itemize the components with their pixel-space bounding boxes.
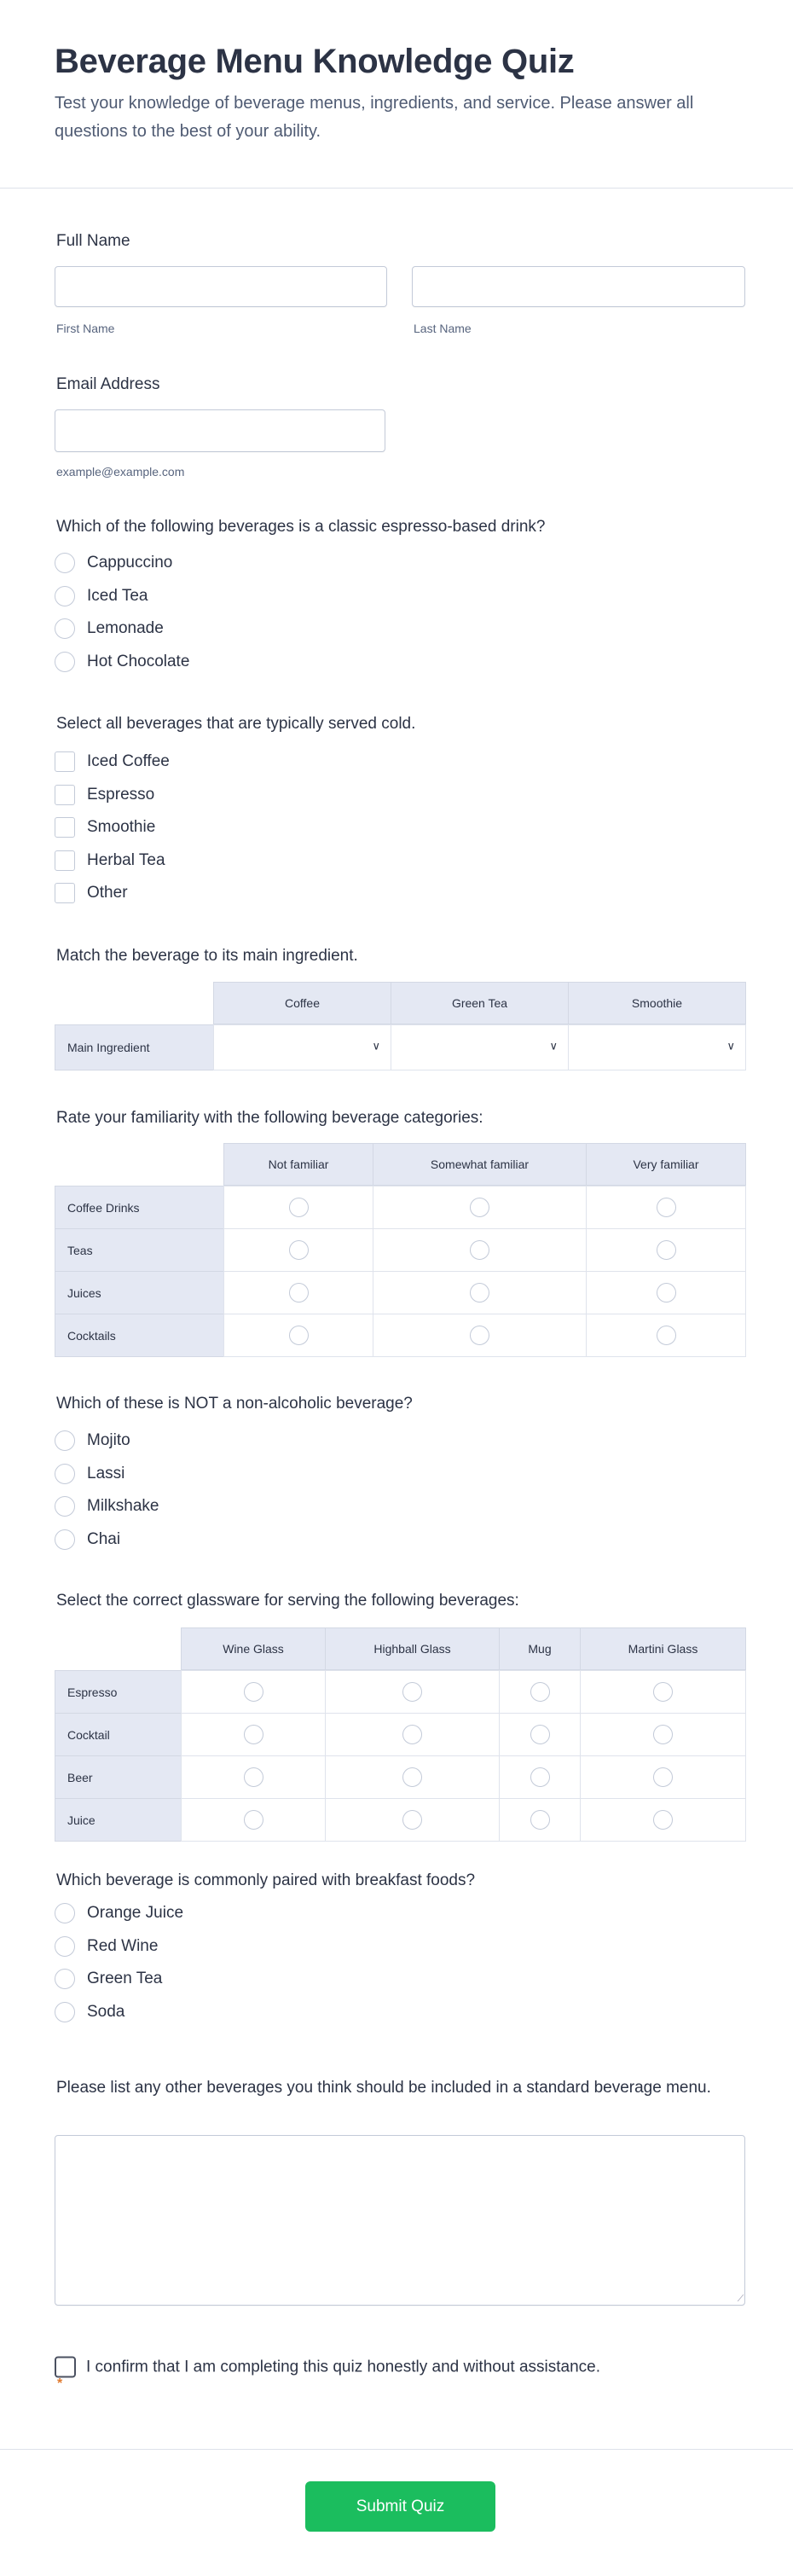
q5-option-label: Chai xyxy=(87,1529,121,1548)
q5-option[interactable] xyxy=(55,1430,130,1452)
q6-cell xyxy=(499,1713,581,1756)
q6-cell xyxy=(181,1670,326,1714)
q6-row-label: Beer xyxy=(55,1755,182,1799)
q3-label: Match the beverage to its main ingredient. xyxy=(56,947,358,965)
radio-button[interactable] xyxy=(530,1767,550,1787)
q2-option-label: Iced Coffee xyxy=(87,752,170,770)
radio-button[interactable] xyxy=(55,652,75,672)
radio-button[interactable] xyxy=(470,1240,489,1260)
chevron-down-icon[interactable]: ∨ xyxy=(372,1039,380,1053)
q6-row-label: Espresso xyxy=(55,1670,182,1714)
q5-option[interactable] xyxy=(55,1495,159,1517)
radio-button[interactable] xyxy=(55,1903,75,1923)
q6-cell xyxy=(580,1670,746,1714)
q4-row-label: Coffee Drinks xyxy=(55,1186,224,1229)
q4-row-label: Cocktails xyxy=(55,1314,224,1357)
radio-button[interactable] xyxy=(55,553,75,573)
q2-option[interactable] xyxy=(55,816,155,838)
radio-button[interactable] xyxy=(657,1283,676,1303)
first-name-input[interactable] xyxy=(55,266,387,307)
radio-button[interactable] xyxy=(470,1326,489,1345)
radio-button[interactable] xyxy=(55,1936,75,1957)
q6-cell xyxy=(499,1670,581,1714)
email-label: Email Address xyxy=(56,375,160,393)
q5-option[interactable] xyxy=(55,1529,120,1551)
checkbox[interactable] xyxy=(55,785,75,805)
radio-button[interactable] xyxy=(653,1725,673,1744)
radio-button[interactable] xyxy=(653,1810,673,1830)
q7-option[interactable] xyxy=(55,2001,124,2023)
radio-button[interactable] xyxy=(657,1326,676,1345)
radio-button[interactable] xyxy=(55,618,75,639)
q4-column-header: Not familiar xyxy=(223,1143,373,1186)
radio-button[interactable] xyxy=(244,1725,263,1744)
q4-cell xyxy=(223,1186,373,1229)
q4-cell xyxy=(373,1228,587,1272)
q1-option[interactable] xyxy=(55,651,189,673)
q2-option-label: Herbal Tea xyxy=(87,850,165,869)
q4-cell xyxy=(223,1314,373,1357)
checkbox[interactable] xyxy=(55,817,75,838)
checkbox[interactable] xyxy=(55,850,75,871)
confirm-label: I confirm that I am completing this quiz honestly and without assistance. xyxy=(86,2358,601,2376)
q7-label: Which beverage is commonly paired with breakfast foods? xyxy=(56,1871,476,1889)
q1-option[interactable] xyxy=(55,585,148,607)
radio-button[interactable] xyxy=(402,1810,422,1830)
q4-cell xyxy=(373,1271,587,1314)
radio-button[interactable] xyxy=(244,1682,263,1702)
q5-option-label: Milkshake xyxy=(87,1497,159,1515)
q6-row-label: Juice xyxy=(55,1798,182,1842)
radio-button[interactable] xyxy=(653,1767,673,1787)
q7-option[interactable] xyxy=(55,1935,158,1958)
q6-cell xyxy=(580,1798,746,1842)
q4-column-header: Very familiar xyxy=(586,1143,746,1186)
q3-dropdown[interactable] xyxy=(213,1024,391,1070)
radio-button[interactable] xyxy=(402,1725,422,1744)
q4-column-header: Somewhat familiar xyxy=(373,1143,587,1186)
q5-option-label: Mojito xyxy=(87,1431,130,1449)
q4-cell xyxy=(586,1228,746,1272)
page-title: Beverage Menu Knowledge Quiz xyxy=(55,43,575,80)
q4-cell xyxy=(223,1228,373,1272)
q4-cell xyxy=(373,1314,587,1357)
q6-cell xyxy=(499,1798,581,1842)
q6-cell xyxy=(325,1713,500,1756)
q4-row-label: Juices xyxy=(55,1271,224,1314)
q6-cell xyxy=(499,1755,581,1799)
radio-button[interactable] xyxy=(470,1198,489,1217)
radio-button[interactable] xyxy=(402,1767,422,1787)
q6-row-label: Cocktail xyxy=(55,1713,182,1756)
q3-dropdown[interactable] xyxy=(568,1024,746,1070)
confirm-checkbox[interactable] xyxy=(55,2357,76,2378)
q4-cell xyxy=(223,1271,373,1314)
q1-option-label: Hot Chocolate xyxy=(87,652,190,670)
q1-option[interactable] xyxy=(55,552,172,574)
checkbox[interactable] xyxy=(55,883,75,903)
q1-option-label: Iced Tea xyxy=(87,586,148,605)
q4-cell xyxy=(373,1186,587,1229)
radio-button[interactable] xyxy=(289,1240,309,1260)
radio-button[interactable] xyxy=(657,1198,676,1217)
chevron-down-icon[interactable]: ∨ xyxy=(549,1039,558,1053)
q8-textarea[interactable] xyxy=(55,2135,745,2306)
radio-button[interactable] xyxy=(55,1969,75,1989)
radio-button[interactable] xyxy=(55,1529,75,1550)
q7-option[interactable] xyxy=(55,1902,183,1924)
q7-option-label: Soda xyxy=(87,2002,125,2021)
q2-option-label: Espresso xyxy=(87,785,155,804)
q2-option[interactable] xyxy=(55,784,154,806)
q1-option-label: Lemonade xyxy=(87,619,164,637)
checkbox[interactable] xyxy=(55,751,75,772)
q4-cell xyxy=(586,1314,746,1357)
q6-label: Select the correct glassware for serving the following beverages: xyxy=(56,1592,519,1610)
q6-cell xyxy=(580,1755,746,1799)
q7-option-label: Green Tea xyxy=(87,1970,163,1987)
q3-row-label: Main Ingredient xyxy=(55,1024,214,1070)
q5-option[interactable] xyxy=(55,1463,124,1485)
q1-option-label: Cappuccino xyxy=(87,554,173,571)
radio-button[interactable] xyxy=(653,1682,673,1702)
q1-label: Which of the following beverages is a classic espresso-based drink? xyxy=(56,518,546,536)
radio-button[interactable] xyxy=(657,1240,676,1260)
q6-cell xyxy=(181,1755,326,1799)
radio-button[interactable] xyxy=(402,1682,422,1702)
first-name-sublabel: First Name xyxy=(56,322,115,335)
q6-cell xyxy=(181,1713,326,1756)
submit-button[interactable]: Submit Quiz xyxy=(305,2481,495,2532)
page-subtitle: Test your knowledge of beverage menus, ingredients, and service. Please answer all questions to the best of your ability. xyxy=(55,94,694,141)
q3-column-header: Green Tea xyxy=(391,982,569,1024)
q6-cell xyxy=(325,1755,500,1799)
q2-option[interactable] xyxy=(55,850,165,872)
q2-label: Select all beverages that are typically served cold. xyxy=(56,715,416,733)
q7-option-label: Orange Juice xyxy=(87,1904,184,1922)
q4-cell xyxy=(586,1271,746,1314)
required-asterisk: * xyxy=(57,2376,63,2391)
last-name-sublabel: Last Name xyxy=(414,322,472,335)
q6-cell xyxy=(325,1798,500,1842)
radio-button[interactable] xyxy=(244,1767,263,1787)
q8-label: Please list any other beverages you think should be included in a standard beverage menu. xyxy=(56,2079,711,2097)
radio-button[interactable] xyxy=(55,1464,75,1484)
q6-column-header: Mug xyxy=(499,1627,581,1670)
radio-button[interactable] xyxy=(530,1725,550,1744)
q4-row-label: Teas xyxy=(55,1228,224,1272)
email-hint: example@example.com xyxy=(56,465,185,479)
radio-button[interactable] xyxy=(470,1283,489,1303)
resize-handle-icon[interactable] xyxy=(731,2295,744,2301)
full-name-label: Full Name xyxy=(56,232,130,250)
radio-button[interactable] xyxy=(530,1810,550,1830)
radio-button[interactable] xyxy=(289,1326,309,1345)
q6-cell xyxy=(325,1670,500,1714)
radio-button[interactable] xyxy=(289,1198,309,1217)
q6-cell xyxy=(580,1713,746,1756)
radio-button[interactable] xyxy=(55,1430,75,1451)
q5-label: Which of these is NOT a non-alcoholic beverage? xyxy=(56,1395,413,1413)
q3-dropdown[interactable] xyxy=(391,1024,569,1070)
q2-option[interactable] xyxy=(55,882,128,904)
q5-option-label: Lassi xyxy=(87,1464,125,1482)
header-divider xyxy=(0,188,793,189)
q7-option[interactable] xyxy=(55,1968,162,1990)
q2-option[interactable] xyxy=(55,751,170,773)
radio-button[interactable] xyxy=(289,1283,309,1303)
q7-option-label: Red Wine xyxy=(87,1936,159,1955)
radio-button[interactable] xyxy=(55,1496,75,1517)
q3-column-header: Smoothie xyxy=(568,982,746,1024)
q4-cell xyxy=(586,1186,746,1229)
email-input[interactable] xyxy=(55,409,385,452)
q6-cell xyxy=(181,1798,326,1842)
last-name-input[interactable] xyxy=(412,266,745,307)
footer-divider xyxy=(0,2449,793,2450)
q6-column-header: Martini Glass xyxy=(580,1627,746,1670)
q2-option-label: Other xyxy=(87,884,128,902)
q2-option-label: Smoothie xyxy=(87,818,156,836)
chevron-down-icon[interactable]: ∨ xyxy=(726,1039,735,1053)
radio-button[interactable] xyxy=(244,1810,263,1830)
radio-button[interactable] xyxy=(55,2002,75,2022)
q4-label: Rate your familiarity with the following beverage categories: xyxy=(56,1109,483,1127)
q6-column-header: Wine Glass xyxy=(181,1627,326,1670)
q6-column-header: Highball Glass xyxy=(325,1627,500,1670)
q1-option[interactable] xyxy=(55,618,164,640)
q3-column-header: Coffee xyxy=(213,982,391,1024)
radio-button[interactable] xyxy=(55,586,75,606)
radio-button[interactable] xyxy=(530,1682,550,1702)
confirm-checkbox-row[interactable] xyxy=(55,2357,600,2378)
